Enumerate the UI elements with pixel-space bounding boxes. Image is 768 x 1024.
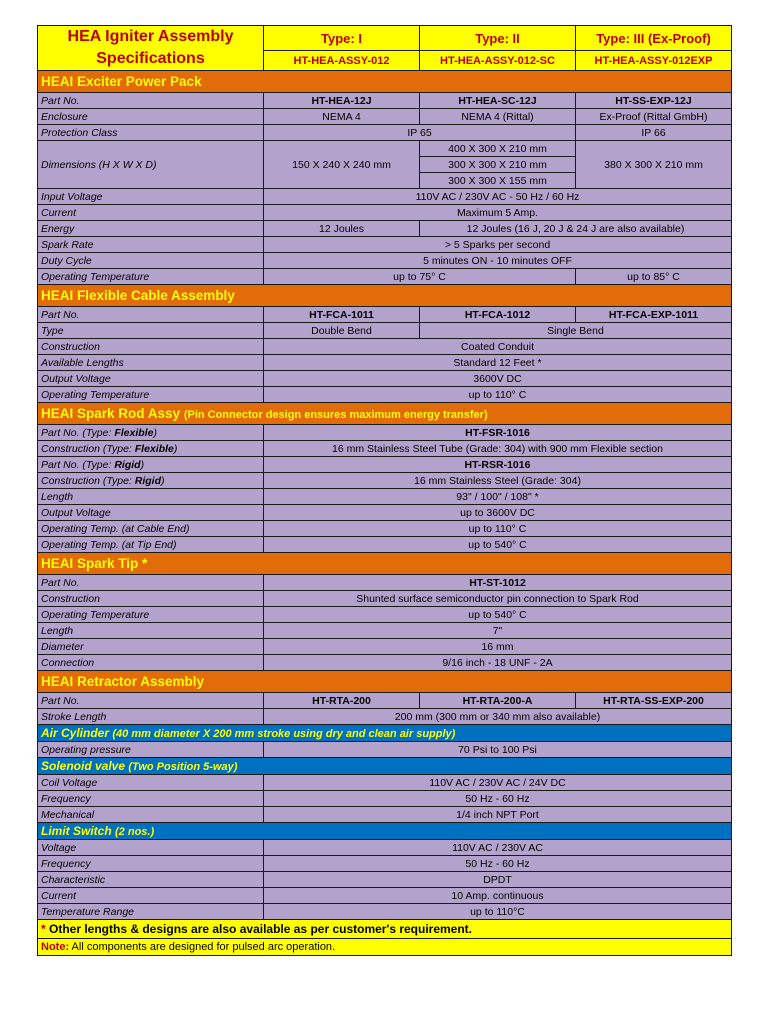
row-label: Part No. — [38, 693, 264, 709]
cell-value: up to 110° C — [264, 387, 732, 403]
row-label: Stroke Length — [38, 709, 264, 725]
row-label: Diameter — [38, 639, 264, 655]
cell-value: 9/16 inch - 18 UNF - 2A — [264, 655, 732, 671]
table-row — [38, 742, 732, 758]
cell-value: HT-FSR-1016 — [264, 425, 732, 441]
label-part: Construction (Type: — [41, 474, 135, 487]
table-row — [38, 307, 732, 323]
cell-value: HT-HEA-12J — [264, 93, 420, 109]
table-row — [38, 791, 732, 807]
cell-value: IP 66 — [576, 125, 732, 141]
table-row — [38, 473, 732, 489]
footer-asterisk: * — [41, 922, 46, 936]
title-line-2: Specifications — [96, 50, 205, 67]
row-label: Connection — [38, 655, 264, 671]
cell-value: HT-HEA-SC-12J — [420, 93, 576, 109]
cell-value: 12 Joules (16 J, 20 J & 24 J are also available) — [420, 221, 732, 237]
cell-value: 12 Joules — [264, 221, 420, 237]
cell-value: 70 Psi to 100 Psi — [264, 742, 732, 758]
table-row — [38, 655, 732, 671]
limit-switch-title: Limit Switch — [41, 824, 112, 838]
table-row — [38, 189, 732, 205]
row-label: Duty Cycle — [38, 253, 264, 269]
subsection-solenoid-heading — [38, 758, 732, 775]
section-retractor-heading: HEAI Retractor Assembly — [38, 671, 732, 693]
cell-value: HT-FCA-1012 — [420, 307, 576, 323]
cell-value: HT-RTA-SS-EXP-200 — [576, 693, 732, 709]
solenoid-note: (Two Position 5-way) — [128, 761, 238, 773]
table-row — [38, 355, 732, 371]
type-3-heading: Type: III (Ex-Proof) — [576, 26, 732, 51]
cell-value: 5 minutes ON - 10 minutes OFF — [264, 253, 732, 269]
cell-value: 300 X 300 X 210 mm — [420, 157, 576, 173]
label-emphasis: Flexible — [134, 442, 174, 455]
cell-value: Maximum 5 Amp. — [264, 205, 732, 221]
cell-value: HT-FCA-EXP-1011 — [576, 307, 732, 323]
table-row — [38, 141, 732, 157]
section-rod-heading — [38, 403, 732, 425]
cell-value: HT-FCA-1011 — [264, 307, 420, 323]
cell-value: NEMA 4 (Rittal) — [420, 109, 576, 125]
table-row — [38, 457, 732, 473]
table-row — [38, 93, 732, 109]
table-row — [38, 840, 732, 856]
cell-value: Single Bend — [420, 323, 732, 339]
cell-value: DPDT — [264, 872, 732, 888]
label-part: ) — [140, 458, 145, 471]
table-row — [38, 807, 732, 823]
row-label: Part No. — [38, 93, 264, 109]
cell-value: up to 110°C — [264, 904, 732, 920]
table-row — [38, 237, 732, 253]
row-label: Type — [38, 323, 264, 339]
type-2-heading: Type: II — [420, 26, 576, 51]
label-emphasis: Rigid — [114, 458, 141, 471]
row-label — [38, 457, 264, 473]
section-tip-heading: HEAI Spark Tip * — [38, 553, 732, 575]
label-part: Part No. (Type: — [41, 458, 115, 471]
cell-value: 16 mm Stainless Steel (Grade: 304) — [264, 473, 732, 489]
cell-value: HT-SS-EXP-12J — [576, 93, 732, 109]
table-row — [38, 339, 732, 355]
row-label: Operating Temperature — [38, 607, 264, 623]
row-label — [38, 441, 264, 457]
cell-value: up to 75° C — [264, 269, 576, 285]
cell-value: Coated Conduit — [264, 339, 732, 355]
table-row — [38, 125, 732, 141]
row-label: Operating Temp. (at Cable End) — [38, 521, 264, 537]
air-cylinder-note: (40 mm diameter X 200 mm stroke using dry and clean air supply) — [112, 728, 456, 740]
cell-value: up to 85° C — [576, 269, 732, 285]
cell-value: IP 65 — [264, 125, 576, 141]
row-label: Current — [38, 205, 264, 221]
cell-value: up to 110° C — [264, 521, 732, 537]
row-label: Length — [38, 489, 264, 505]
cell-value: 200 mm (300 mm or 340 mm also available) — [264, 709, 732, 725]
cell-value: 110V AC / 230V AC - 50 Hz / 60 Hz — [264, 189, 732, 205]
cell-value: 110V AC / 230V AC — [264, 840, 732, 856]
air-cylinder-title: Air Cylinder — [41, 726, 110, 740]
label-emphasis: Rigid — [134, 474, 162, 487]
cell-value: up to 3600V DC — [264, 505, 732, 521]
cell-value: Double Bend — [264, 323, 420, 339]
cell-value: 93" / 100" / 108" * — [264, 489, 732, 505]
table-row — [38, 221, 732, 237]
table-row — [38, 709, 732, 725]
table-row — [38, 623, 732, 639]
row-label: Construction — [38, 339, 264, 355]
table-row — [38, 371, 732, 387]
row-label: Temperature Range — [38, 904, 264, 920]
cell-value: HT-RSR-1016 — [264, 457, 732, 473]
label-emphasis: Flexible — [114, 426, 154, 439]
cell-value: 300 X 300 X 155 mm — [420, 173, 576, 189]
cell-value: 400 X 300 X 210 mm — [420, 141, 576, 157]
rod-heading-text: HEAI Spark Rod Assy — [41, 406, 181, 421]
cell-value: 380 X 300 X 210 mm — [576, 141, 732, 189]
row-label: Voltage — [38, 840, 264, 856]
row-label: Output Voltage — [38, 505, 264, 521]
table-row — [38, 888, 732, 904]
row-label: Output Voltage — [38, 371, 264, 387]
cell-value: HT-RTA-200 — [264, 693, 420, 709]
row-label: Spark Rate — [38, 237, 264, 253]
table-row — [38, 575, 732, 591]
row-label: Coil Voltage — [38, 775, 264, 791]
cell-value: > 5 Sparks per second — [264, 237, 732, 253]
cell-value: NEMA 4 — [264, 109, 420, 125]
subsection-air-cylinder-heading — [38, 725, 732, 742]
row-label: Energy — [38, 221, 264, 237]
label-part: ) — [173, 442, 178, 455]
section-exciter-heading: HEAI Exciter Power Pack — [38, 71, 732, 93]
row-label: Operating Temperature — [38, 269, 264, 285]
row-label: Part No. — [38, 575, 264, 591]
table-row — [38, 269, 732, 285]
cell-value: 150 X 240 X 240 mm — [264, 141, 420, 189]
row-label: Input Voltage — [38, 189, 264, 205]
table-row — [38, 425, 732, 441]
document-title — [38, 26, 264, 71]
cell-value: 7" — [264, 623, 732, 639]
row-label — [38, 425, 264, 441]
type-1-heading: Type: I — [264, 26, 420, 51]
row-label — [38, 473, 264, 489]
cell-value: 110V AC / 230V AC / 24V DC — [264, 775, 732, 791]
cell-value: 16 mm Stainless Steel Tube (Grade: 304) with 900 mm Flexible section — [264, 441, 732, 457]
cell-value: HT-ST-1012 — [264, 575, 732, 591]
cell-value: 50 Hz - 60 Hz — [264, 856, 732, 872]
solenoid-title: Solenoid valve — [41, 759, 126, 773]
table-row — [38, 537, 732, 553]
label-part: Part No. (Type: — [41, 426, 115, 439]
type-2-assy-part-no: HT-HEA-ASSY-012-SC — [420, 51, 576, 71]
table-row — [38, 441, 732, 457]
cell-value: 10 Amp. continuous — [264, 888, 732, 904]
row-label: Part No. — [38, 307, 264, 323]
table-row — [38, 904, 732, 920]
row-label: Operating Temperature — [38, 387, 264, 403]
row-label: Available Lengths — [38, 355, 264, 371]
row-label: Construction — [38, 591, 264, 607]
footer-lengths-text: Other lengths & designs are also available as per customer's requirement. — [45, 922, 473, 936]
footer-note-label: Note: — [41, 941, 70, 953]
cell-value: up to 540° C — [264, 537, 732, 553]
table-row — [38, 489, 732, 505]
cell-value: 50 Hz - 60 Hz — [264, 791, 732, 807]
row-label: Protection Class — [38, 125, 264, 141]
table-row — [38, 109, 732, 125]
table-row — [38, 521, 732, 537]
cell-value: 16 mm — [264, 639, 732, 655]
type-1-assy-part-no: HT-HEA-ASSY-012 — [264, 51, 420, 71]
row-label: Enclosure — [38, 109, 264, 125]
title-line-1: HEA Igniter Assembly — [67, 28, 234, 45]
label-part: ) — [161, 474, 165, 487]
label-part: Construction (Type: — [41, 442, 135, 455]
section-cable-heading: HEAI Flexible Cable Assembly — [38, 285, 732, 307]
type-3-assy-part-no: HT-HEA-ASSY-012EXP — [576, 51, 732, 71]
row-label: Dimensions (H X W X D) — [38, 141, 264, 189]
cell-value: Shunted surface semiconductor pin connection to Spark Rod — [264, 591, 732, 607]
table-row — [38, 639, 732, 655]
footer-note — [38, 939, 732, 956]
cell-value: up to 540° C — [264, 607, 732, 623]
spec-table — [37, 25, 732, 956]
cell-value: Standard 12 Feet * — [264, 355, 732, 371]
table-row — [38, 323, 732, 339]
cell-value: HT-RTA-200-A — [420, 693, 576, 709]
table-row — [38, 387, 732, 403]
row-label: Length — [38, 623, 264, 639]
cell-value: 3600V DC — [264, 371, 732, 387]
row-label: Mechanical — [38, 807, 264, 823]
row-label: Current — [38, 888, 264, 904]
table-row — [38, 253, 732, 269]
table-row — [38, 872, 732, 888]
row-label: Frequency — [38, 856, 264, 872]
cell-value: Ex-Proof (Rittal GmbH) — [576, 109, 732, 125]
table-row — [38, 505, 732, 521]
limit-switch-note: (2 nos.) — [115, 826, 155, 838]
table-row — [38, 205, 732, 221]
row-label: Operating pressure — [38, 742, 264, 758]
cell-value: 1/4 inch NPT Port — [264, 807, 732, 823]
row-label: Operating Temp. (at Tip End) — [38, 537, 264, 553]
label-part: ) — [153, 426, 157, 439]
table-row — [38, 775, 732, 791]
table-row — [38, 607, 732, 623]
footer-lengths-note — [38, 920, 732, 939]
table-row — [38, 693, 732, 709]
footer-note-text: All components are designed for pulsed arc operation. — [69, 941, 336, 953]
table-row — [38, 856, 732, 872]
row-label: Characteristic — [38, 872, 264, 888]
row-label: Frequency — [38, 791, 264, 807]
rod-heading-note: (Pin Connector design ensures maximum energy transfer) — [183, 409, 488, 421]
table-row — [38, 591, 732, 607]
subsection-limit-switch-heading — [38, 823, 732, 840]
